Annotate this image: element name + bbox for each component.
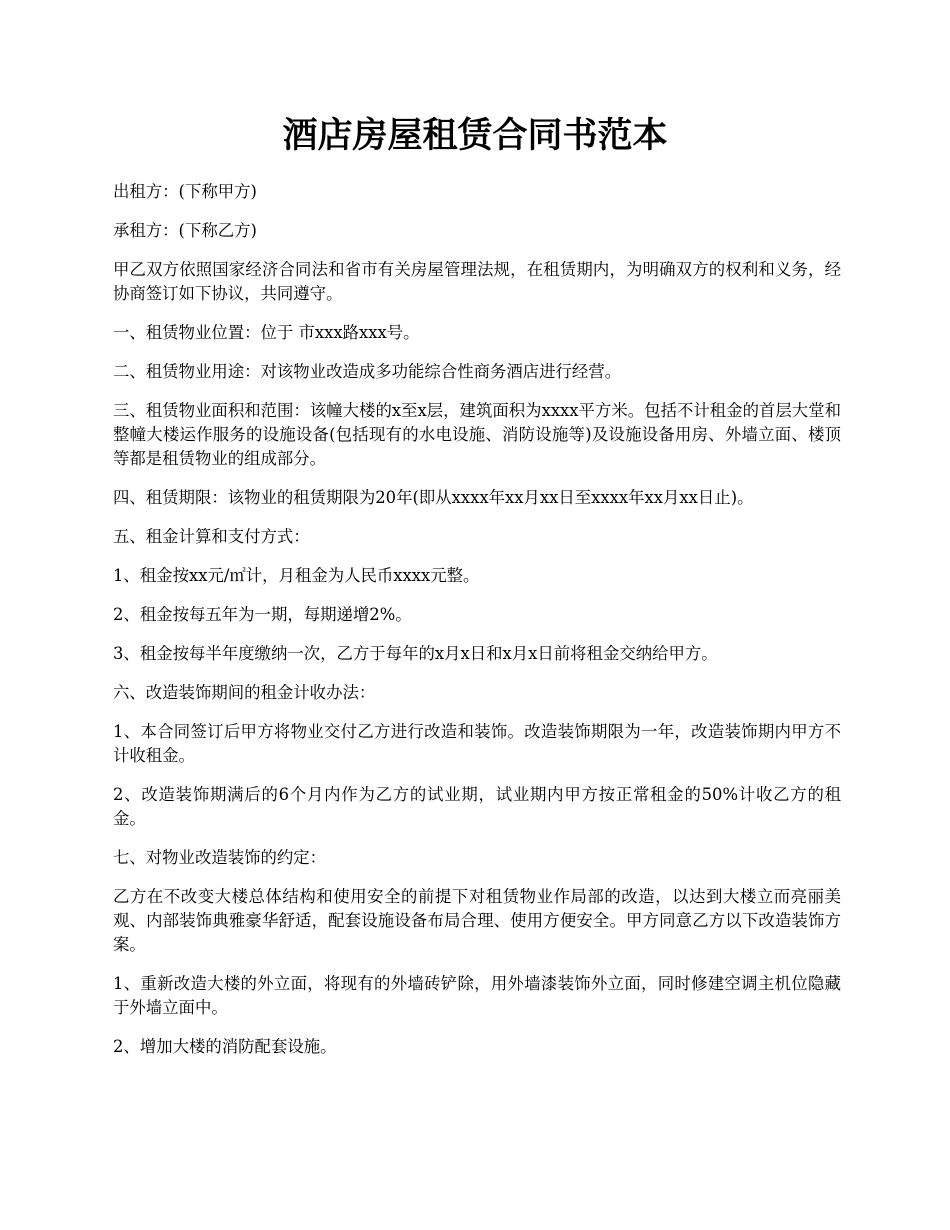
document-body: [113, 180, 841, 1074]
paragraph-clause-1: 一、租赁物业位置：位于 市xxx路xxx号。: [113, 323, 420, 342]
paragraph-clause-2: 二、租赁物业用途：对该物业改造成多功能综合性商务酒店进行经营。: [113, 362, 622, 381]
paragraph-clause-5: 五、租金计算和支付方式：: [113, 527, 310, 546]
paragraph-clause-6-item-1: 1、本合同签订后甲方将物业交付乙方进行改造和装饰。改造装饰期限为一年，改造装饰期内甲方不计收租金。: [113, 722, 841, 765]
paragraph-clause-5-item-1: 1、租金按xx元/㎡计，月租金为人民币xxxx元整。: [113, 566, 480, 585]
paragraph-clause-6: 六、改造装饰期间的租金计收办法：: [113, 683, 376, 702]
paragraph-clause-6-item-2: 2、改造装饰期满后的6个月内作为乙方的试业期，试业期内甲方按正常租金的50%计收乙方的租金。: [113, 785, 841, 828]
paragraph-clause-7-item-1: 1、重新改造大楼的外立面，将现有的外墙砖铲除，用外墙漆装饰外立面，同时修建空调主机位隐藏于外墙立面中。: [113, 974, 841, 1017]
paragraph-lessee: 承租方：(下称乙方): [113, 221, 257, 240]
paragraph-clause-7-intro: 乙方在不改变大楼总体结构和使用安全的前提下对租赁物业作局部的改造，以达到大楼立而亮丽美观、内部装饰典雅豪华舒适，配套设施设备布局合理、使用方便安全。甲方同意乙方以下改造装饰方案。: [113, 887, 841, 954]
paragraph-lessor: 出租方：(下称甲方): [113, 182, 257, 201]
paragraph-clause-3: 三、租赁物业面积和范围：该幢大楼的x至x层，建筑面积为xxxx平方米。包括不计租金的首层大堂和整幢大楼运作服务的设施设备(包括现有的水电设施、消防设施等)及设施设备用房、外墙立面、楼顶等都是租赁物业的组成部分。: [113, 401, 841, 468]
paragraph-clause-5-item-2: 2、租金按每五年为一期，每期递增2%。: [113, 605, 412, 624]
paragraph-clause-4: 四、租赁期限：该物业的租赁期限为20年(即从xxxx年xx月xx日至xxxx年xx月xx日止)。: [113, 488, 754, 507]
document-title: 酒店房屋租赁合同书范本: [282, 115, 668, 156]
paragraph-clause-7-item-2: 2、增加大楼的消防配套设施。: [113, 1037, 337, 1056]
paragraph-clause-7: 七、对物业改造装饰的约定：: [113, 848, 327, 867]
paragraph-preamble: 甲乙双方依照国家经济合同法和省市有关房屋管理法规，在租赁期内，为明确双方的权利和义务，经协商签订如下协议，共同遵守。: [113, 260, 841, 303]
paragraph-clause-5-item-3: 3、租金按每半年度缴纳一次，乙方于每年的x月x日和x月x日前将租金交纳给甲方。: [113, 644, 718, 663]
